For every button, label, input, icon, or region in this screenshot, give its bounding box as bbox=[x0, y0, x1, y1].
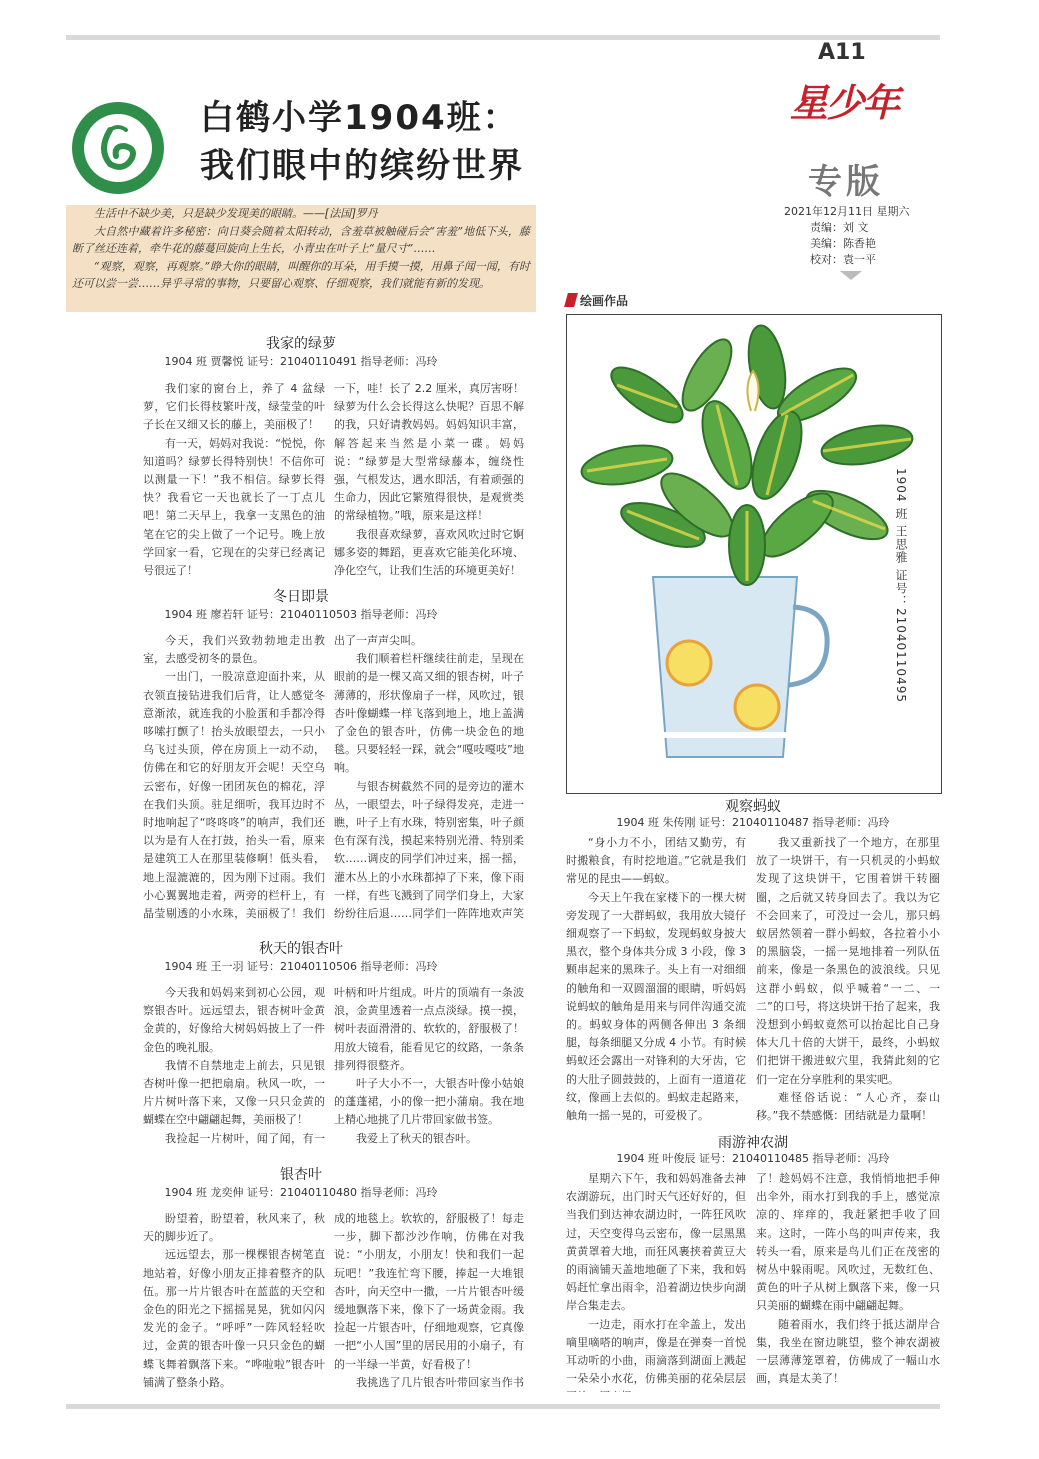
tag-marker-icon bbox=[564, 293, 578, 307]
article-column bbox=[143, 1210, 325, 1392]
section-tag bbox=[566, 292, 628, 310]
painting-caption: 1904 班 王思雅 证号：21040110495 bbox=[894, 468, 908, 703]
top-rule bbox=[66, 35, 940, 40]
paragraph: 我又重新找了一个地方，在那里放了一块饼干，有一只机灵的小蚂蚁发现了这块饼干，它围着饼干转圈圈，之后就又转身回去了。我以为它不会回来了，可没过一会儿，那只蚂蚁居然领着一群小蚂蚁，各拉着小小的黑脑袋，一摇一晃地排着一列队伍前来，像是一条黑色的波浪线。只见这群小蚂蚁，似乎喊着“一二、一二”的口号，将这块饼干抬了起来，我没想到小蚂蚁竟然可以抬起比自己身体大几十倍的大饼干，最终，小蚂蚁们把饼干搬进蚁穴里，我猜此刻的它们一定在分享胜利的果实吧。 bbox=[756, 836, 940, 1086]
article-byline: 1904 班 龙奕伸 证号：21040110480 指导老师：冯玲 bbox=[164, 1186, 438, 1199]
article-title: 雨游神农湖 bbox=[718, 1135, 788, 1151]
page-number: A11 bbox=[818, 40, 866, 65]
editor: 责编：刘 文 bbox=[810, 221, 869, 234]
article-title: 秋天的银杏叶 bbox=[259, 941, 343, 957]
paragraph: 一下，哇！长了 2.2 厘米，真厉害呀！绿萝为什么会长得这么快呢？百思不解的我，只好请教妈妈。妈妈知识丰富，解答起来当然是小菜一碟。妈妈说：“绿萝是大型常绿藤本，缠绕性强，气根发达，遇水即活，有着顽强的生命力，因此它繁殖得很快，是观赏类的常绿植物。”哦，原来是这样！ bbox=[334, 382, 524, 523]
article-byline: 1904 班 廖若轩 证号：21040110503 指导老师：冯玲 bbox=[164, 608, 438, 621]
headline-line1: 白鹤小学1904班： bbox=[200, 98, 519, 138]
article-byline: 1904 班 叶俊辰 证号：21040110485 指导老师：冯玲 bbox=[616, 1152, 890, 1165]
intro-paragraph: “观察，观察，再观察。”睁大你的眼睛，叫醒你的耳朵，用手摸一摸，用鼻子闻一闻，有时还可以尝一尝……异乎寻常的事物，只要留心观察、仔细观察，我们就能有新的发现。 bbox=[72, 259, 530, 290]
article-column bbox=[566, 1170, 746, 1392]
proofreader: 校对：袁一平 bbox=[810, 253, 876, 266]
paragraph: 我们顺着栏杆继续往前走，呈现在眼前的是一棵又高又细的银杏树，叶子薄薄的，形状像扇子一样，风吹过，银杏叶像蝴蝶一样飞落到地上，地上盖满了金色的银杏叶，仿佛一块金色的地毯。只要轻轻一踩，就会“嘎吱嘎吱”地响。 bbox=[334, 652, 524, 775]
paragraph: 我很喜欢绿萝，喜欢风吹过时它婀娜多姿的舞蹈，更喜欢它能美化环境、净化空气，让我们生活的环境更美好！ bbox=[334, 527, 524, 578]
tag-label: 绘画作品 bbox=[580, 294, 629, 308]
paragraph: “身小力不小，团结又勤劳，有时搬粮食，有时挖地道。”它就是我们常见的昆虫——蚂蚁。 bbox=[566, 836, 746, 886]
intro-paragraph: 大自然中藏着许多秘密：向日葵会随着太阳转动，含羞草被触碰后会“害羞”地低下头，藤断了丝还连着，牵牛花的藤蔓回旋向上生长，小青虫在叶子上“量尺寸”…… bbox=[72, 224, 530, 255]
article-title: 我家的绿萝 bbox=[266, 336, 336, 352]
paragraph: 出了一声声尖叫。 bbox=[334, 634, 422, 647]
plant-painting bbox=[567, 315, 941, 793]
paragraph: 星期六下午，我和妈妈准备去神农湖游玩，出门时天气还好好的，但当我们到达神农湖边时，一阵狂风吹过，天空变得乌云密布，像一层黑黑黄黄罩着大地，而狂风裹挟着黄豆大的雨滴铺天盖地地砸了下来，我和妈妈赶忙拿出雨伞，沿着湖边快步向湖岸合集走去。 bbox=[566, 1172, 746, 1313]
paragraph: 今天，我们兴致勃勃地走出教室，去感受初冬的景色。 bbox=[143, 634, 325, 666]
paragraph: 随着雨水，我们终于抵达湖岸合集，我坐在窗边眺望，整个神农湖被一层薄薄笼罩着，仿佛成了一幅山水画，真是太美了！ bbox=[756, 1317, 940, 1386]
brand-logo: 星少年 bbox=[790, 81, 899, 125]
masthead-meta bbox=[784, 204, 910, 268]
article-column bbox=[143, 632, 325, 922]
article-column bbox=[756, 1170, 940, 1392]
paragraph: 成的地毯上。软软的，舒服极了！每走一步，脚下都沙沙作响，仿佛在对我说：“小朋友，小朋友！快和我们一起玩吧！”我连忙弯下腰，捧起一大堆银杏叶，向天空中一撒，一片片银杏叶缓缓地飘落下来，像下了一场黄金雨。我捡起一片银杏叶，仔细地观察，它真像一把“小人国”里的居民用的小扇子，有的一半绿一半黄，好看极了！ bbox=[334, 1212, 524, 1371]
headline bbox=[200, 94, 524, 190]
article-title: 银杏叶 bbox=[280, 1167, 322, 1183]
article-column bbox=[334, 632, 524, 922]
brand-subtitle: 专版 bbox=[808, 162, 884, 202]
painting-frame bbox=[566, 314, 942, 794]
designer: 美编：陈香艳 bbox=[810, 237, 876, 250]
issue-date: 2021年12月11日 星期六 bbox=[784, 205, 910, 218]
paragraph: 有一天，妈妈对我说：“悦悦，你知道吗？绿萝长得特别快！不信你可以测量一下！”我不相信。绿萝长得快？我看它一天也就长了一丁点儿吧！第二天早上，我拿一支黑色的油笔在它的尖上做了一个记号。晚上放学回家一看，它现在的尖芽已经离记号很远了！ bbox=[143, 436, 325, 578]
paragraph: 叶子大小不一，大银杏叶像小姑娘的蓬蓬裙，小的像一把小蒲扇。我在地上精心地挑了几片带回家做书签。 bbox=[334, 1077, 524, 1127]
article-byline: 1904 班 朱传刚 证号：21040110487 指导老师：冯玲 bbox=[616, 816, 890, 829]
article-column bbox=[334, 984, 524, 1148]
paragraph: 远远望去，那一棵棵银杏树笔直地站着，好像小朋友正排着整齐的队伍。那一片片银杏叶在蓝蓝的天空和金色的阳光之下摇摇晃晃，犹如闪闪发光的金子。“呼呼”一阵风轻轻吹过，金黄的银杏叶像一只只金色的蝴蝶飞舞着飘落下来。“哗啦啦”银杏叶铺满了整条小路。 bbox=[143, 1248, 325, 1389]
paragraph: 盼望着，盼望着，秋风来了，秋天的脚步近了。 bbox=[143, 1212, 325, 1244]
paragraph: 我们家的窗台上，养了 4 盆绿萝，它们长得枝繁叶茂，绿莹莹的叶子长在又细又长的藤上，美丽极了！ bbox=[143, 382, 325, 432]
article-column bbox=[334, 380, 524, 578]
paragraph: 了！趁妈妈不注意，我悄悄地把手伸出伞外，雨水打到我的手上，感觉凉凉的、痒痒的，我赶紧把手收了回来。这时，一阵小鸟的叫声传来，我转头一看，原来是鸟儿们正在茂密的树丛中躲雨呢。风吹过，无数红色、黄色的叶子从树上飘落下来，像一只只美丽的蝴蝶在雨中翩翩起舞。 bbox=[756, 1172, 940, 1313]
bottom-rule bbox=[66, 1404, 940, 1409]
intro-box bbox=[66, 205, 536, 312]
article-byline: 1904 班 贾馨悦 证号：21040110491 指导老师：冯玲 bbox=[164, 355, 438, 368]
article-title: 观察蚂蚁 bbox=[725, 799, 781, 815]
paragraph: 我捡起一片树叶，闻了闻，有一 bbox=[165, 1131, 325, 1145]
paragraph: 今天上午我在家楼下的一棵大树旁发现了一大群蚂蚁，我用放大镜仔细观察了一下蚂蚁，发现蚂蚁身披大黑衣，整个身体共分成 3 小段，像 3 颗串起来的黑珠子。头上有一对细细的触角和一双圆溜溜的眼睛，听妈妈说蚂蚁的触角是用来与同伴沟通交流的。蚂蚁身体的两侧各伸出 3 条细腿，每条细腿又分成 4 小节。有时候蚂蚁还会露出一对锋利的大牙齿，它的大肚子圆鼓鼓的，上面有一道道花纹，像画上去似的。蚂蚁走起路来，触角一摇一晃的，可爱极了。 bbox=[566, 890, 746, 1123]
article-column bbox=[566, 834, 746, 1124]
article-title: 冬日即景 bbox=[273, 589, 329, 605]
intro-quote: 生活中不缺少美，只是缺少发现美的眼睛。——[法国]罗丹 bbox=[94, 207, 378, 220]
paragraph: 我情不自禁地走上前去，只见银杏树叶像一把把扇扇。秋风一吹，一片片树叶落下来，又像一只只金黄的蝴蝶在空中翩翩起舞，美丽极了！ bbox=[143, 1058, 325, 1127]
masthead-pointer bbox=[840, 271, 862, 280]
article-column bbox=[143, 984, 325, 1148]
headline-line2: 我们眼中的缤纷世界 bbox=[200, 146, 524, 186]
paragraph: 叶柄和叶片组成。叶片的顶端有一条波浪，金黄里透着一点点淡绿。摸一摸，树叶表面滑滑的、软软的，舒服极了！用放大镜看，能看见它的纹路，一条条排列得很整齐。 bbox=[334, 986, 524, 1072]
article-column bbox=[756, 834, 940, 1124]
paragraph: 一边走，雨水打在伞盖上，发出嘀里嘀嗒的响声，像是在弹奏一首悦耳动听的小曲，雨滴落到湖面上溅起一朵朵小水花，仿佛美丽的花朵层层 bbox=[566, 1317, 746, 1386]
paragraph: 一出门，一股凉意迎面扑来，从衣领直接钻进我们后背，让人感觉冬意渐浓，就连我的小脸蛋和手都冷得哆嗦打颤了！抬头放眼望去，一只小乌飞过头顶，停在房顶上一动不动，仿佛在和它的好朋友开会呢！天空乌云密布，好像一团团灰色的棉花，浮在我们头顶。驻足细听，我耳边时不时地响起了“咚咚咚”的响声，我们还以为是有人在打鼓，抬头一看，原来是建筑工人在那里装修啊！低头看，地上湿漉漉的，因为刚下过雨。我们小心翼翼地走着，两旁的栏杆上，有晶莹剔透的小水珠，美丽极了！我们 bbox=[143, 670, 325, 921]
article-column bbox=[334, 1210, 524, 1392]
article-column bbox=[143, 380, 325, 578]
article-byline: 1904 班 王一羽 证号：21040110506 指导老师：冯玲 bbox=[164, 960, 438, 973]
school-logo bbox=[70, 100, 166, 196]
paragraph: 难怪俗话说：“人心齐，泰山移。”我不禁感慨：团结就是力量啊！ bbox=[756, 1090, 940, 1123]
paragraph: 我爱上了秋天的银杏叶。 bbox=[356, 1131, 477, 1145]
paragraph: 今天我和妈妈来到初心公园，观察银杏叶。远远望去，银杏树叶金黄金黄的，好像给大树妈妈披上了一件金色的晚礼服。 bbox=[143, 986, 325, 1054]
paragraph: 与银杏树截然不同的是旁边的灌木丛，一眼望去，叶子绿得发亮，走进一瞧，叶子上有水珠，特别密集，叶子颜色有深有浅，摸起来特别光滑、特别柔软……调皮的同学们冲过来，摇一摇，灌木丛上的小水珠都掉了下来，像下雨一样，有些飞溅到了同学们身上，大家纷纷往后退……同学们一阵阵地欢声笑 bbox=[334, 779, 524, 921]
paragraph: 我挑选了几片银杏叶带回家当作书 bbox=[356, 1375, 524, 1389]
